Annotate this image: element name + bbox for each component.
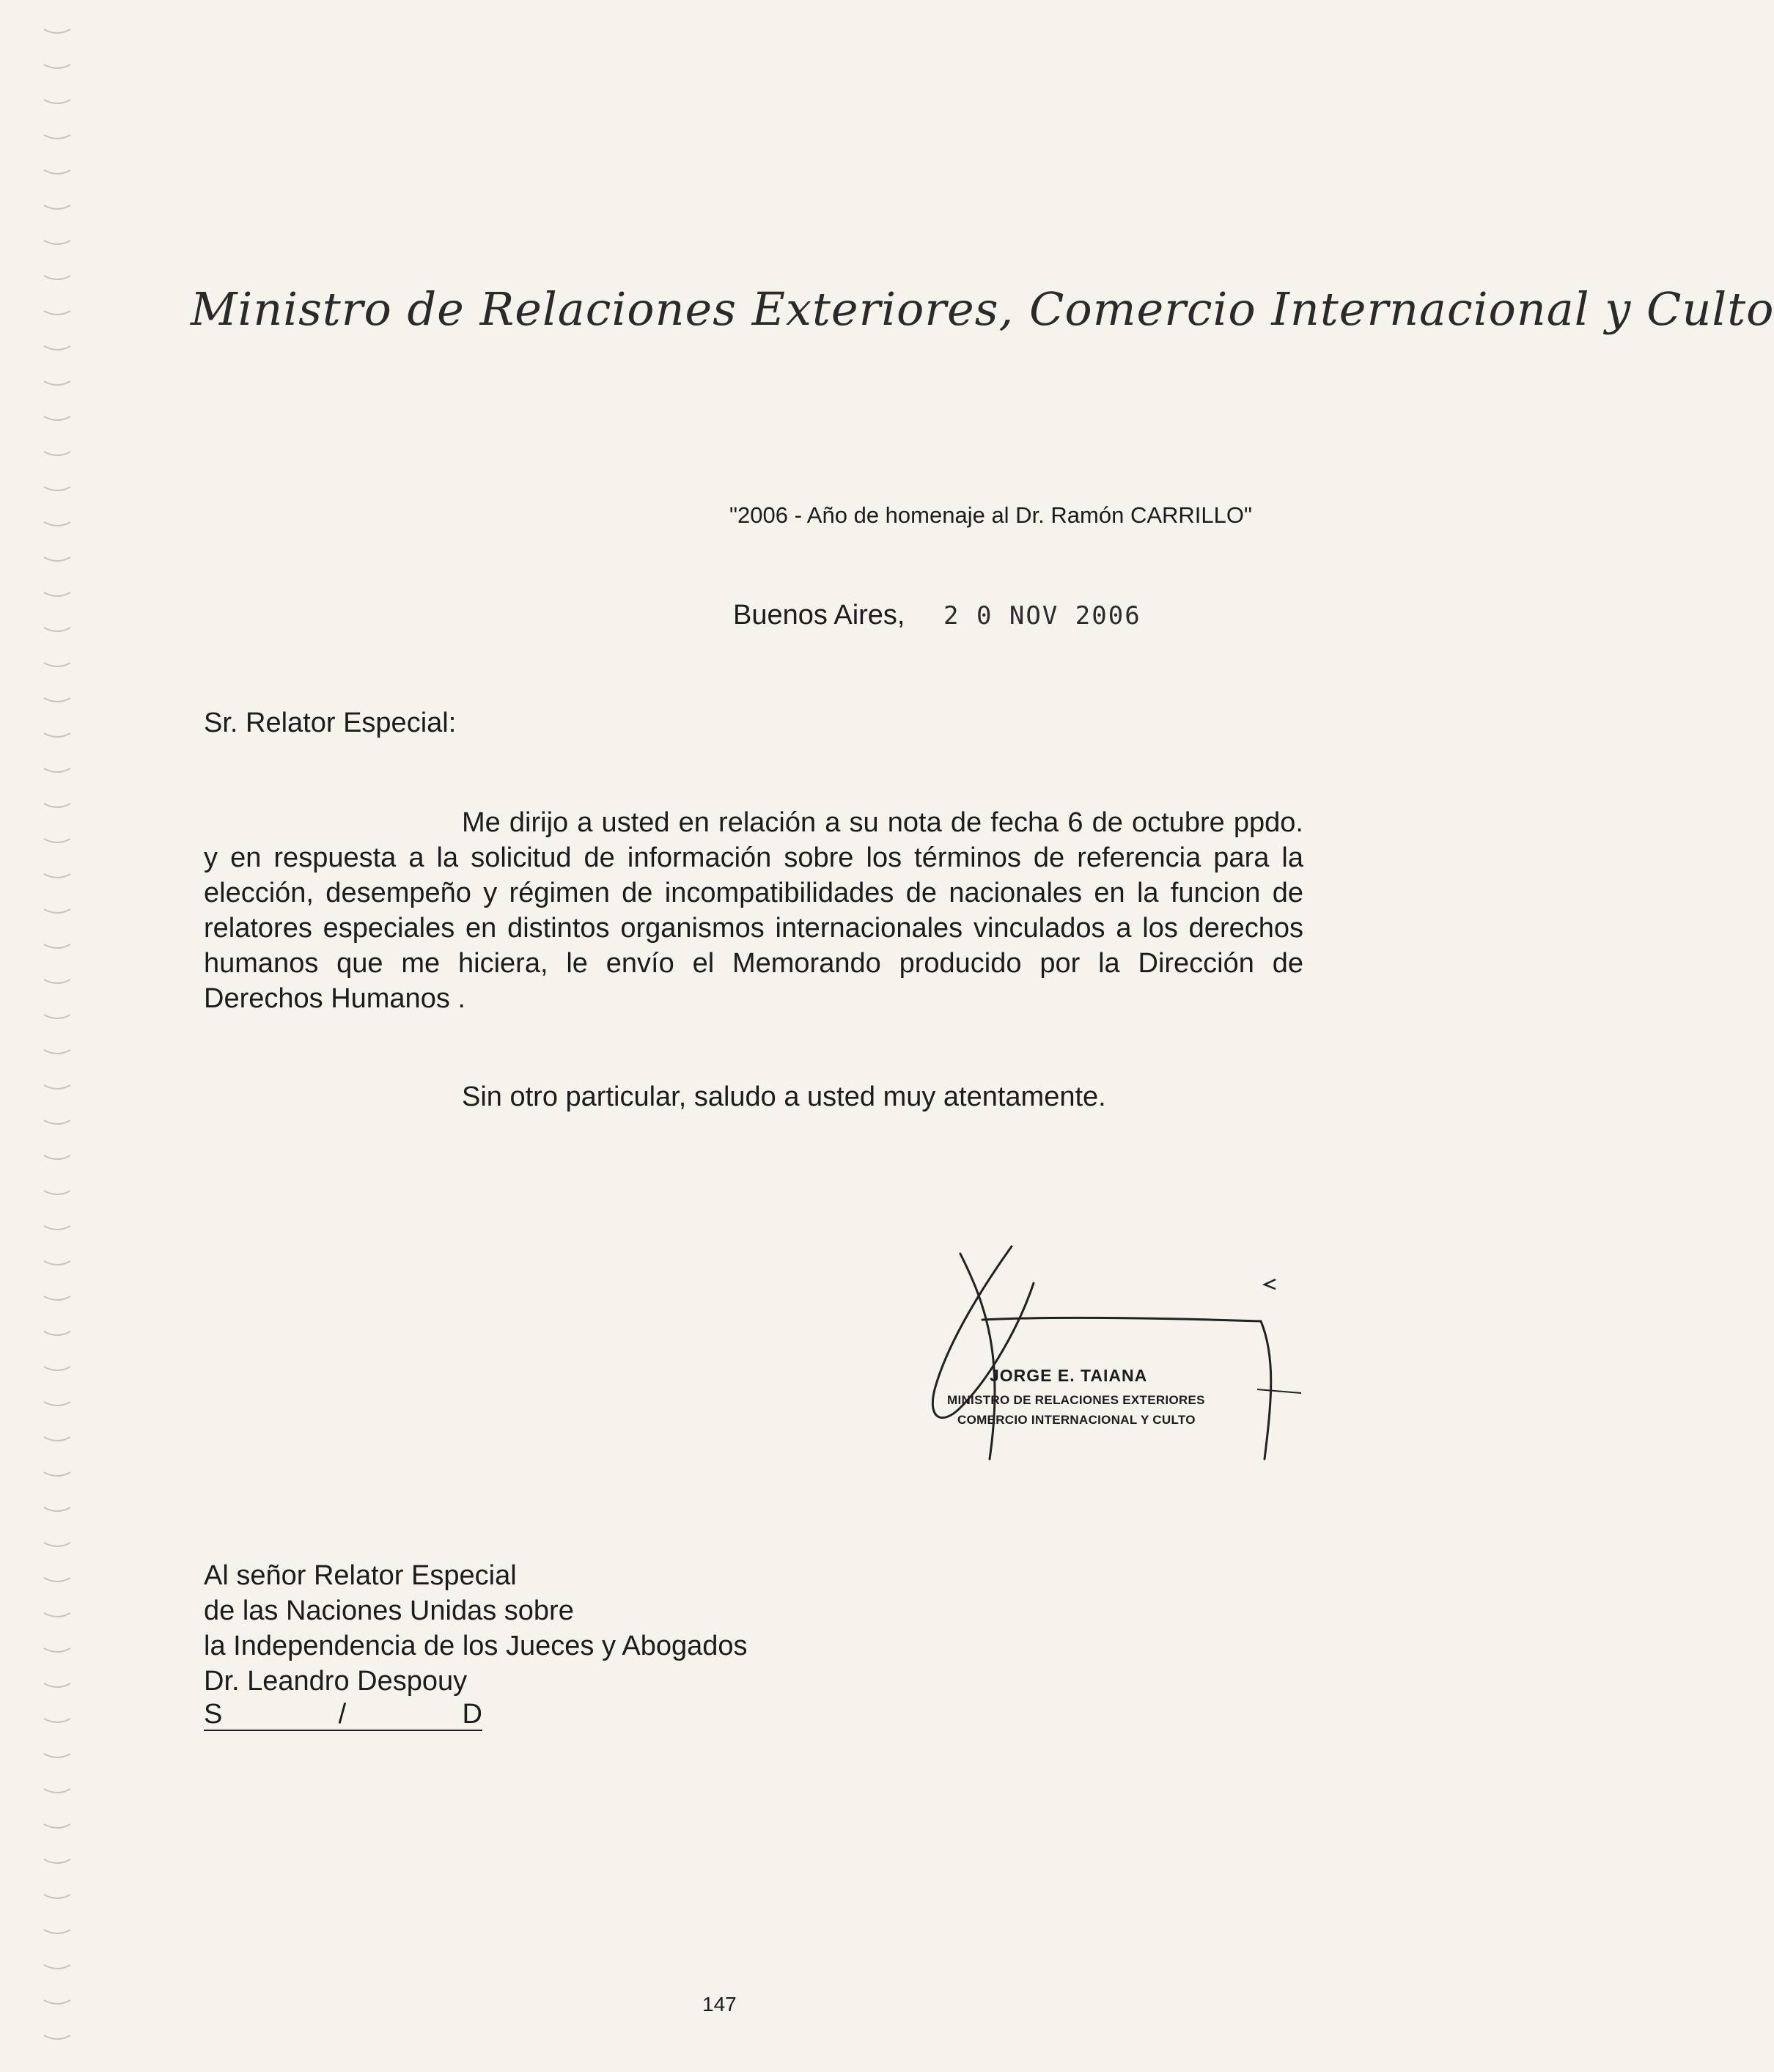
letterhead-ministry: Ministro de Relaciones Exteriores, Comercio Internacional y Culto (191, 282, 1774, 336)
signatory-title-line2: COMERCIO INTERNACIONAL Y CULTO (957, 1413, 1196, 1427)
addressee-line: Dr. Leandro Despouy (204, 1666, 468, 1697)
place-label: Buenos Aires, (733, 600, 905, 631)
addressee-line: la Independencia de los Jueces y Abogados (204, 1631, 748, 1661)
closing-line: Sin otro particular, saludo a usted muy atentamente. (462, 1081, 1106, 1112)
addressee-block (204, 1558, 748, 1731)
sd-d: D (462, 1699, 482, 1730)
page-number: 147 (702, 1993, 737, 2016)
place-date-line (733, 600, 1141, 631)
signatory-title-line1: MINISTRO DE RELACIONES EXTERIORES (947, 1393, 1205, 1407)
punch-hole-margin (0, 0, 95, 2072)
sd-s: S (204, 1699, 223, 1730)
sd-separator: / (338, 1699, 347, 1730)
signature-block (865, 1239, 1334, 1481)
year-motto: "2006 - Año de homenaje al Dr. Ramón CARRILLO" (729, 502, 1252, 528)
handwritten-signature (865, 1239, 1334, 1481)
addressee-line: de las Naciones Unidas sobre (204, 1595, 574, 1626)
sd-underline (204, 1699, 482, 1731)
salutation: Sr. Relator Especial: (204, 708, 457, 738)
signatory-name: JORGE E. TAIANA (990, 1366, 1148, 1385)
body-paragraph: Me dirijo a usted en relación a su nota de fecha 6 de octubre ppdo. y en respuesta a la solicitud de información sobre los términos de referencia para la elección, desempeño y régimen de incompatibilidades de nacionales en la funcion de relatores especiales en distintos organismos internacionales vinculados a los derechos humanos que me hiciera, le envío el Memorando producido por la Dirección de Derechos Humanos . (204, 807, 1303, 1014)
addressee-line: Al señor Relator Especial (204, 1560, 517, 1591)
date-stamp: 2 0 NOV 2006 (943, 601, 1141, 631)
